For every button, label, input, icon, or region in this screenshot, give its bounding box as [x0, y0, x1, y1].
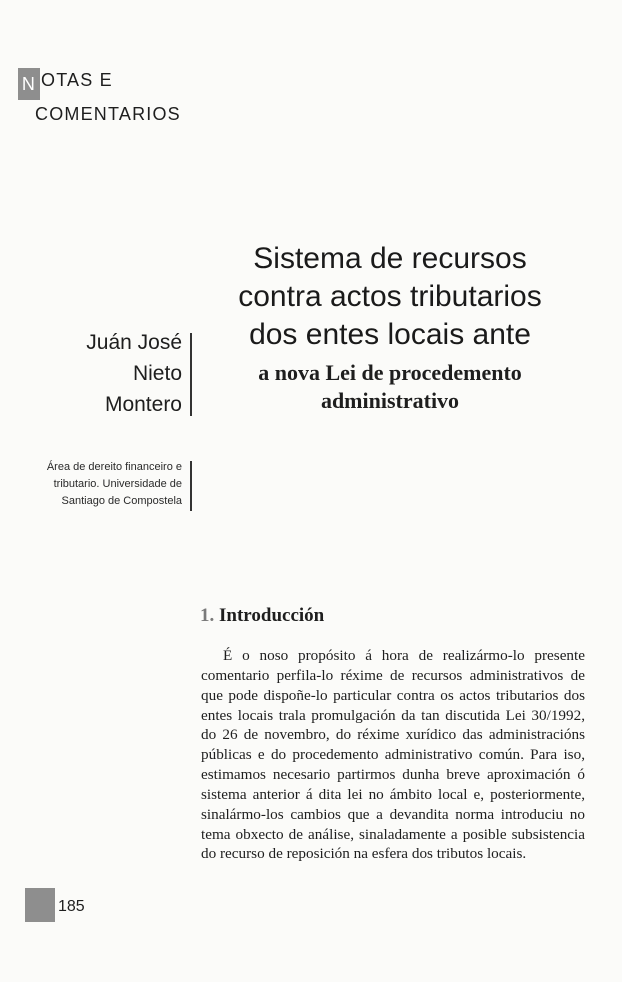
author-name — [22, 327, 192, 420]
section-line-1-rest: OTAS E — [41, 70, 113, 90]
heading-text: Introducción — [219, 605, 325, 626]
title-line-3: dos entes locais ante — [249, 318, 531, 351]
body-paragraph: É o noso propósito á hora de realizármo-lo presente comentario perfila-lo réxime de recursos administrativos de que pode dispoñe-lo particular contra os actos tributarios dos entes locais trala promulgación da tan discutida Lei 30/1992, do 26 de novembro, do réxime xurídico das administracións públicas e do procedemento administrativo común. Para iso, estimamos necesario partirmos dunha breve aproximación ó sistema anterior á dita lei no ámbito local e, posteriormente, sinalármo-los cambios que a devandita norma introduciu no tema obxecto de análise, sinaladamente a posible subsistencia do recurso de reposición na esfera dos tributos locais. — [201, 647, 585, 863]
page-number-box — [25, 888, 55, 922]
author-line-3: Montero — [104, 393, 182, 416]
title-line-2: contra actos tributarios — [238, 280, 542, 313]
section-initial-box: N — [18, 68, 40, 100]
page-number: 185 — [58, 898, 85, 915]
section-line-2-rest: OMENTARIOS — [49, 104, 181, 124]
section-heading — [200, 605, 324, 627]
section-initial-2: C — [35, 104, 50, 124]
article-title — [212, 240, 568, 415]
section-line-2 — [18, 100, 181, 128]
affiliation-line-3: Santiago de Compostela — [61, 495, 182, 507]
affiliation-line-1: Área de dereito financeiro e — [46, 461, 182, 473]
author-divider — [190, 333, 192, 416]
author-line-1: Juán José — [86, 331, 182, 354]
section-line-1 — [18, 66, 181, 100]
title-line-1: Sistema de recursos — [253, 242, 527, 275]
subtitle-line-2: administrativo — [320, 388, 460, 413]
affiliation-divider — [190, 461, 192, 511]
heading-number: 1. — [200, 605, 215, 626]
author-affiliation — [12, 459, 182, 510]
section-label — [18, 66, 181, 128]
subtitle-line-1: a nova Lei de procedemento — [258, 360, 522, 385]
author-line-2: Nieto — [132, 362, 182, 385]
body-text — [201, 646, 585, 864]
affiliation-line-2: tributario. Universidade de — [53, 478, 182, 490]
